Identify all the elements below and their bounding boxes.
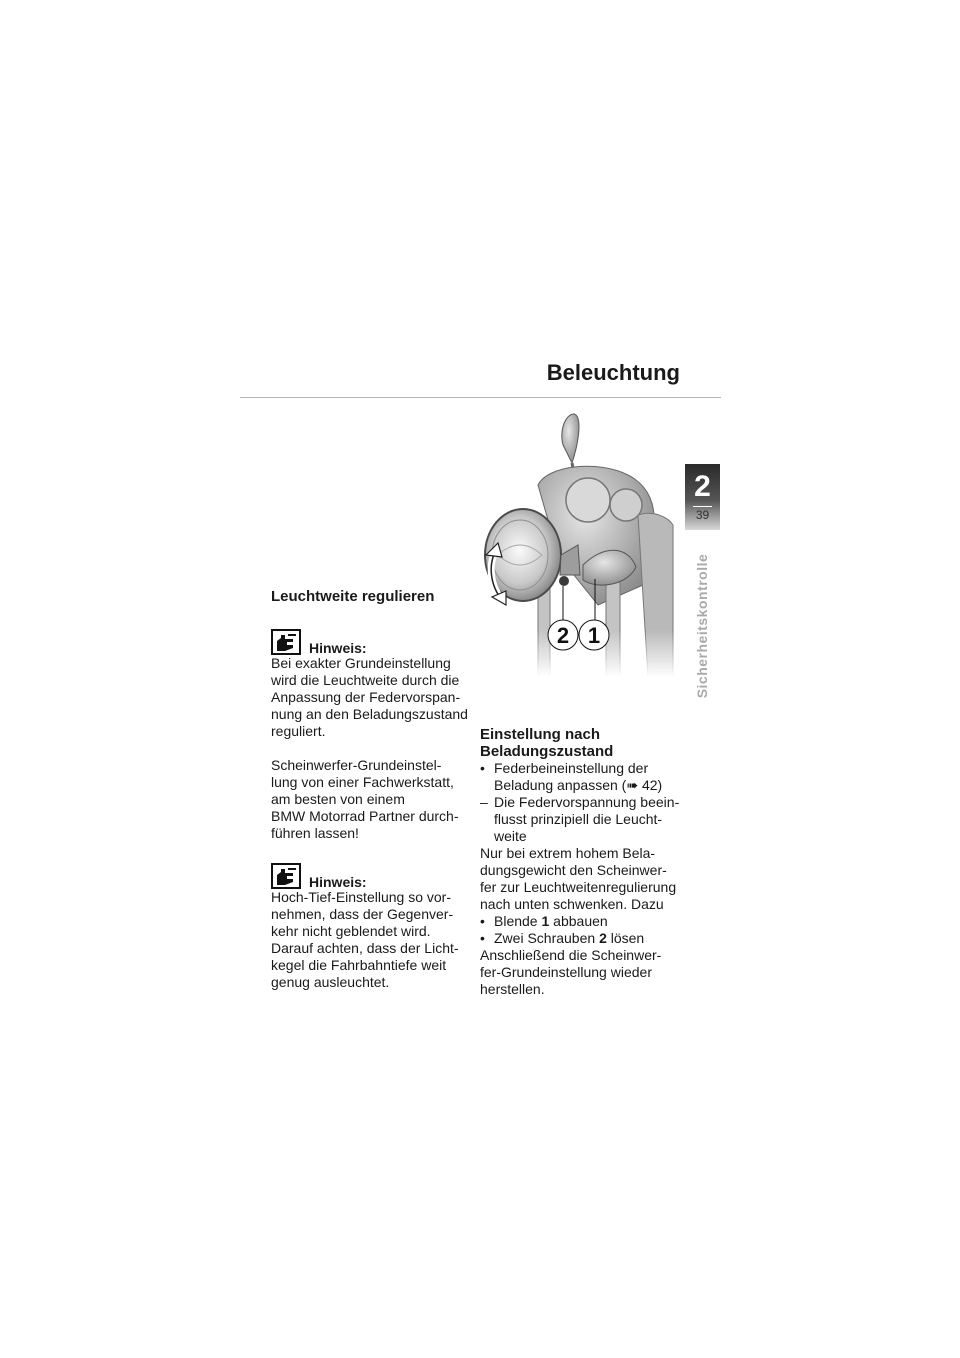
note-text-line: Hoch-Tief-Einstellung so vor- xyxy=(271,889,451,905)
header-rule xyxy=(240,397,721,398)
note-header xyxy=(271,863,471,889)
section-heading: Einstellung nach xyxy=(480,726,601,743)
chapter-side-label: Sicherheitskontrolle xyxy=(694,553,710,699)
note-text-line: wird die Leuchtweite durch die xyxy=(271,672,460,688)
list-text: flusst prinzipiell die Leucht- xyxy=(494,811,663,827)
part-number: 2 xyxy=(599,930,607,946)
list-text: Die Federvorspannung beein- xyxy=(494,794,680,810)
paragraph-line: fer-Grundeinstellung wieder xyxy=(480,964,652,980)
headlight-illustration xyxy=(478,405,678,677)
note-text-line: kehr nicht geblendet wird. xyxy=(271,923,431,939)
section-heading: Beladungszustand xyxy=(480,743,614,760)
bullet-marker: • xyxy=(480,913,485,929)
note-text-line: nung an den Beladungszustand xyxy=(271,706,468,722)
note-text-line: reguliert. xyxy=(271,723,326,739)
list-item xyxy=(480,760,695,794)
paragraph-line: am besten von einem xyxy=(271,791,405,807)
list-text: Beladung anpassen (➠ 42) xyxy=(494,777,663,793)
paragraph-line: Anschließend die Scheinwer- xyxy=(480,947,662,963)
paragraph-line: nach unten schwenken. Dazu xyxy=(480,896,664,912)
chapter-number: 2 xyxy=(694,470,711,503)
chapter-divider xyxy=(693,506,712,507)
note-label: Hinweis: xyxy=(309,874,367,890)
note-icon xyxy=(271,863,301,889)
note-text-line: Bei exakter Grundeinstellung xyxy=(271,655,451,671)
list-text: Zwei Schrauben xyxy=(494,930,596,946)
note-label: Hinweis: xyxy=(309,640,367,656)
bullet-marker: • xyxy=(480,760,485,776)
bullet-marker: • xyxy=(480,930,485,946)
paragraph-line: fer zur Leuchtweitenregulierung xyxy=(480,879,677,895)
list-text: abbauen xyxy=(553,913,608,929)
paragraph-line: führen lassen! xyxy=(271,825,359,841)
note-text-line: Darauf achten, dass der Licht- xyxy=(271,940,459,956)
paragraph-line: herstellen. xyxy=(480,981,545,997)
paragraph-line: Scheinwerfer-Grundeinstel- xyxy=(271,757,442,773)
callout-1: 1 xyxy=(587,623,601,648)
part-number: 1 xyxy=(541,913,550,929)
list-text: Blende xyxy=(494,913,538,929)
list-item xyxy=(480,913,695,930)
list-text: Federbeineinstellung der xyxy=(494,760,649,776)
list-item xyxy=(480,930,695,947)
list-text: lösen xyxy=(610,930,645,946)
right-column xyxy=(480,726,695,998)
callout-2: 2 xyxy=(556,623,570,648)
chapter-tab xyxy=(685,464,720,530)
left-column xyxy=(271,588,471,991)
paragraph-line: dungsgewicht den Scheinwer- xyxy=(480,862,667,878)
note-text-line: genug ausleuchtet. xyxy=(271,974,390,990)
page-title: Beleuchtung xyxy=(546,360,680,385)
page-number: 39 xyxy=(695,508,710,522)
note-header xyxy=(271,629,471,655)
note-text-line: nehmen, dass der Gegenver- xyxy=(271,906,454,922)
paragraph-line: Nur bei extrem hohem Bela- xyxy=(480,845,656,861)
list-item xyxy=(480,794,695,845)
paragraph-line: BMW Motorrad Partner durch- xyxy=(271,808,459,824)
note-icon xyxy=(271,629,301,655)
note-text-line: Anpassung der Federvorspan- xyxy=(271,689,461,705)
paragraph-line: lung von einer Fachwerkstatt, xyxy=(271,774,454,790)
dash-marker: – xyxy=(480,794,488,810)
note-text-line: kegel die Fahrbahntiefe weit xyxy=(271,957,447,973)
list-text: weite xyxy=(494,828,527,844)
section-heading: Leuchtweite regulieren xyxy=(271,588,435,605)
